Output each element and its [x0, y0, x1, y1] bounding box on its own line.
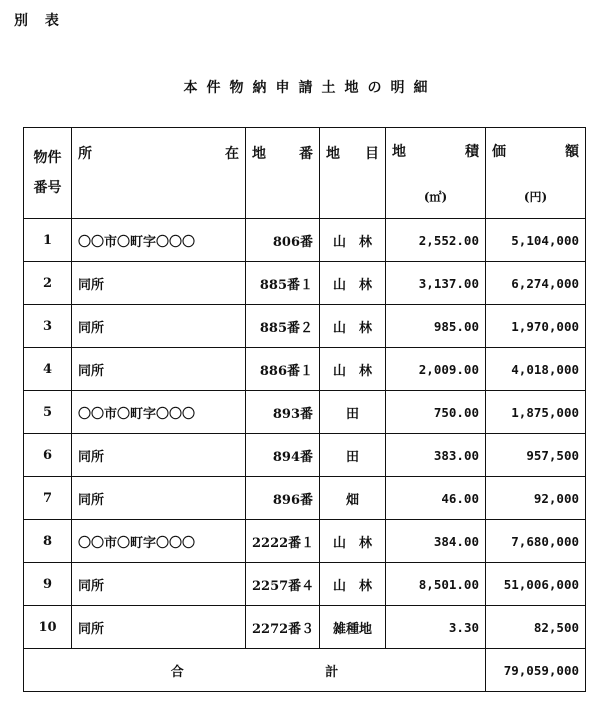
table-row	[24, 434, 586, 477]
table-row	[24, 219, 586, 262]
price-cell: 7,680,000	[486, 520, 586, 563]
document-title: 本件物納申請土地の明細	[183, 80, 437, 96]
table-row	[24, 348, 586, 391]
price-cell: 82,500	[486, 606, 586, 649]
header-loc-left: 所	[78, 146, 92, 162]
land-category-cell: 山 林	[320, 520, 386, 563]
header-area-unit: (㎡)	[423, 190, 448, 204]
header-moku-right: 目	[365, 146, 379, 162]
property-number-cell: 8	[24, 520, 72, 563]
total-label-cell	[24, 649, 486, 692]
price-cell: 92,000	[486, 477, 586, 520]
location-cell: 同所	[72, 348, 246, 391]
area-cell: 3,137.00	[386, 262, 486, 305]
price-cell: 1,875,000	[486, 391, 586, 434]
land-category-cell: 山 林	[320, 219, 386, 262]
header-loc-right: 在	[225, 146, 239, 162]
land-category-cell: 田	[320, 391, 386, 434]
lot-number-cell: 2272番３	[246, 606, 320, 649]
property-number-cell: 10	[24, 606, 72, 649]
lot-number-cell: 2222番１	[246, 520, 320, 563]
table-row	[24, 563, 586, 606]
header-price	[486, 128, 586, 219]
header-price-left: 価	[492, 144, 506, 160]
property-number-cell: 6	[24, 434, 72, 477]
total-price: 79,059,000	[486, 649, 586, 692]
table-body	[24, 219, 586, 649]
area-cell: 2,009.00	[386, 348, 486, 391]
property-number-cell: 1	[24, 219, 72, 262]
area-cell: 3.30	[386, 606, 486, 649]
property-number-cell: 5	[24, 391, 72, 434]
location-cell: 同所	[72, 477, 246, 520]
price-cell: 5,104,000	[486, 219, 586, 262]
area-cell: 985.00	[386, 305, 486, 348]
land-category-cell: 山 林	[320, 563, 386, 606]
property-number-cell: 2	[24, 262, 72, 305]
lot-number-cell: 2257番４	[246, 563, 320, 606]
area-cell: 46.00	[386, 477, 486, 520]
header-no-bottom: 番号	[33, 180, 62, 196]
property-number-cell: 7	[24, 477, 72, 520]
price-cell: 1,970,000	[486, 305, 586, 348]
price-cell: 6,274,000	[486, 262, 586, 305]
area-cell: 2,552.00	[386, 219, 486, 262]
table-row	[24, 262, 586, 305]
area-cell: 383.00	[386, 434, 486, 477]
land-category-cell: 山 林	[320, 348, 386, 391]
property-number-cell: 9	[24, 563, 72, 606]
location-cell: 同所	[72, 305, 246, 348]
header-location	[72, 128, 246, 219]
header-area-right: 積	[465, 144, 479, 160]
location-cell: 同所	[72, 434, 246, 477]
land-category-cell: 雑種地	[320, 606, 386, 649]
header-moku-left: 地	[326, 146, 340, 162]
area-cell: 8,501.00	[386, 563, 486, 606]
table-row	[24, 606, 586, 649]
location-cell: 同所	[72, 262, 246, 305]
header-land-category	[320, 128, 386, 219]
land-category-cell: 山 林	[320, 305, 386, 348]
table-row	[24, 477, 586, 520]
lot-number-cell: 893番	[246, 391, 320, 434]
table-row	[24, 391, 586, 434]
header-row	[24, 128, 586, 219]
header-ban-left: 地	[252, 146, 266, 162]
total-label-right: 計	[325, 664, 339, 680]
price-cell: 957,500	[486, 434, 586, 477]
lot-number-cell: 896番	[246, 477, 320, 520]
location-cell: 〇〇市〇町字〇〇〇	[72, 520, 246, 563]
location-cell: 同所	[72, 606, 246, 649]
header-no-top: 物件	[33, 150, 62, 166]
land-category-cell: 田	[320, 434, 386, 477]
table-row	[24, 520, 586, 563]
area-cell: 750.00	[386, 391, 486, 434]
area-cell: 384.00	[386, 520, 486, 563]
lot-number-cell: 885番２	[246, 305, 320, 348]
price-cell: 51,006,000	[486, 563, 586, 606]
header-area	[386, 128, 486, 219]
header-property-number	[24, 128, 72, 219]
lot-number-cell: 806番	[246, 219, 320, 262]
lot-number-cell: 885番１	[246, 262, 320, 305]
total-label-left: 合	[170, 664, 184, 680]
header-ban-right: 番	[299, 146, 313, 162]
location-cell: 同所	[72, 563, 246, 606]
property-number-cell: 4	[24, 348, 72, 391]
location-cell: 〇〇市〇町字〇〇〇	[72, 391, 246, 434]
header-area-left: 地	[392, 144, 406, 160]
lot-number-cell: 886番１	[246, 348, 320, 391]
header-lot-number	[246, 128, 320, 219]
header-price-right: 額	[565, 144, 579, 160]
header-price-unit: (円)	[523, 190, 548, 204]
property-number-cell: 3	[24, 305, 72, 348]
total-row	[24, 649, 586, 692]
appendix-label: 別 表	[14, 13, 65, 29]
land-category-cell: 山 林	[320, 262, 386, 305]
lot-number-cell: 894番	[246, 434, 320, 477]
land-category-cell: 畑	[320, 477, 386, 520]
price-cell: 4,018,000	[486, 348, 586, 391]
table-row	[24, 305, 586, 348]
location-cell: 〇〇市〇町字〇〇〇	[72, 219, 246, 262]
land-detail-table	[23, 127, 586, 692]
